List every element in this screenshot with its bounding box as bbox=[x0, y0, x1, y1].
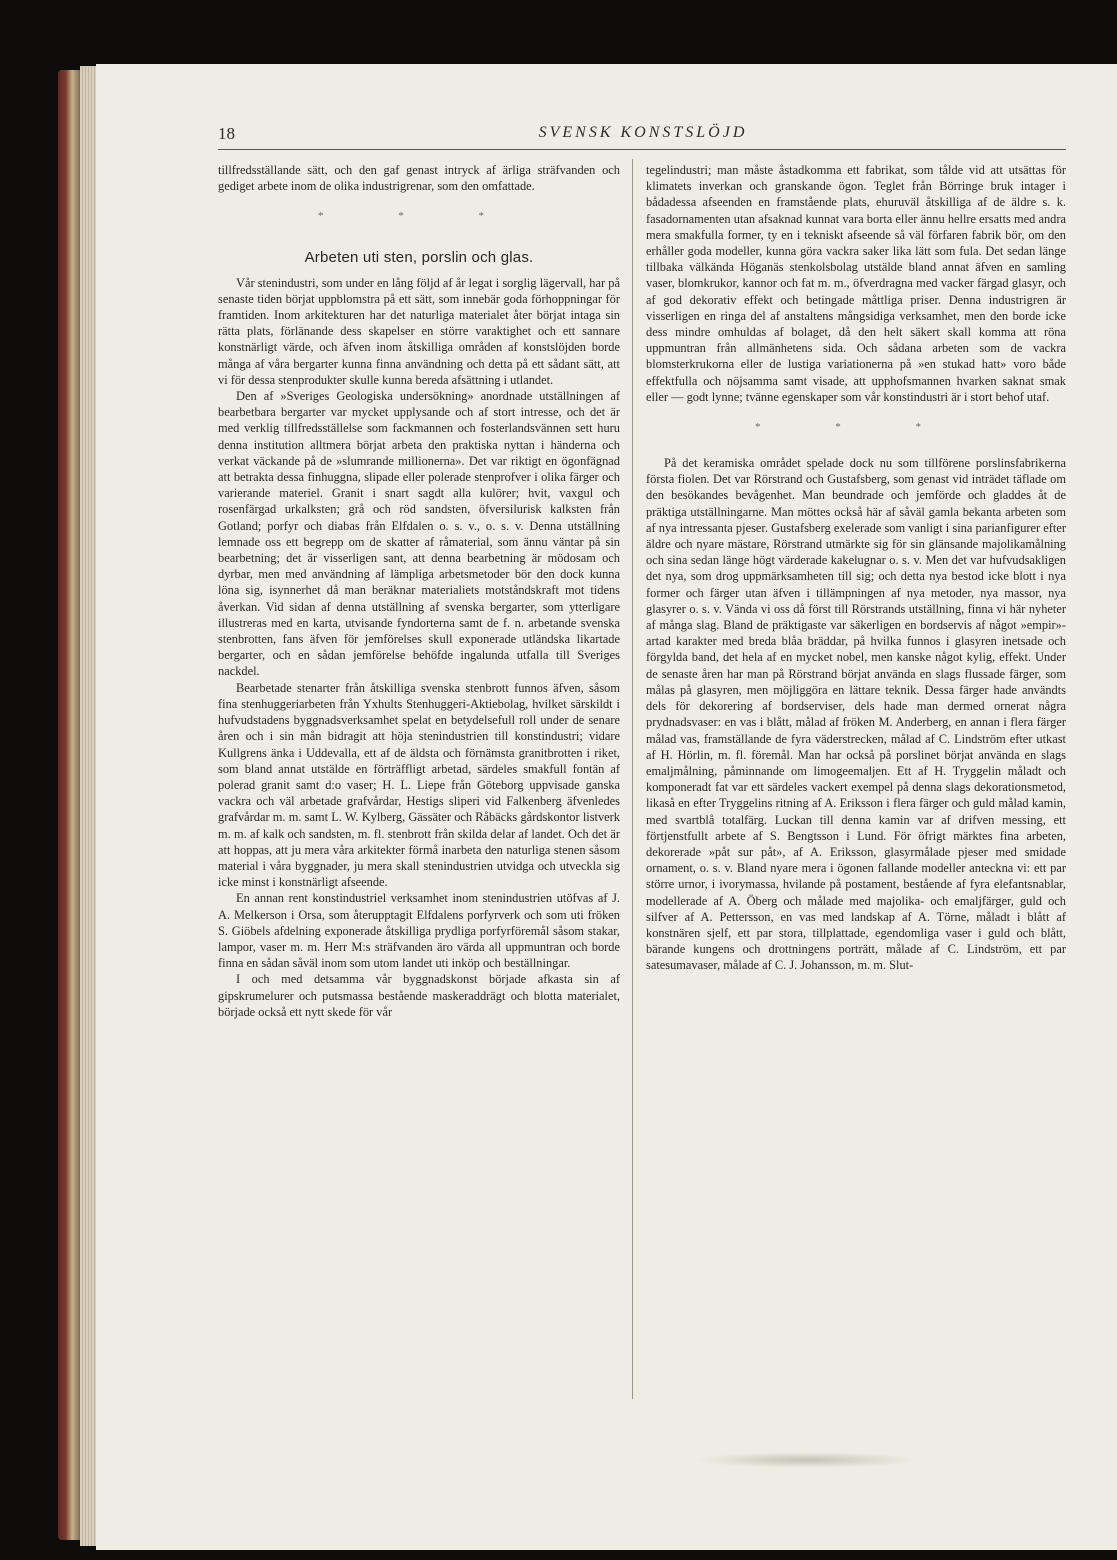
book-page bbox=[96, 64, 1117, 1550]
intro-paragraph: tillfredsställande sätt, och den gaf genast intryck af ärliga sträfvanden och gediget arbete inom de olika industrigrenar, som den omfattade. bbox=[218, 163, 620, 194]
header-rule bbox=[218, 149, 1066, 150]
running-title: SVENSK KONSTSLÖJD bbox=[538, 124, 748, 141]
page-smudge bbox=[696, 1452, 916, 1468]
left-column bbox=[218, 162, 620, 1020]
section-heading: Arbeten uti sten, porslin och glas. bbox=[304, 249, 534, 267]
column-divider bbox=[632, 159, 633, 1399]
paragraph: En annan rent konstindustriel verksamhet inom stenindustrien utöfvas af J. A. Melkerson i Orsa, som återupptagit Elfdalens porfyrverk och som uti fröken S. Giöbels afdelning exponerade åtskilliga prydliga porfyrföremål såsom stakar, lampor, vaser m. m. Herr M:s sträfvanden äro värda all uppmuntran och borde finna en sådan såväl inom som utom landet uti inköp och beställningar. bbox=[218, 891, 620, 971]
section-stars: * * * bbox=[755, 421, 957, 434]
paragraph: På det keramiska området spelade dock nu som tillförene porslinsfabrikerna första fiolen. Det var Rörstrand och Gustafsberg, som genast vid inträdet täflade om den besökandes bevågenhet. Man beundrade och jemförde och gladdes åt de präktiga utställningarne. Man möttes också här af såväl gamla bekanta arbeten som af nya intressanta pjeser. Gustafsberg exelerade som vanligt i sina parianfigurer efter äldre och nyare mästare, Rörstrand utmärkte sig för sin glänsande majolikamålning och sina sedan länge högt värderade kakelugnar o. s. v. Men det var hufvudsakligen det nya, som drog uppmärksamheten till sig; och detta nya bestod icke blott i nya former och färger utan äfven i tillämpningen af nya metoder, nya massor, nya glasyrer o. s. v. Vända vi oss då först till Rörstrands utställning, finna vi här nyheter af många slag. Bland de präktigaste var säkerligen en bordservis af något »empir»-artad karakter med breda blåa bräddar, på hvilka funnos i glasyren inetsade och förgylda band, det hela af en mycket nobel, men kanske något kylig, effekt. Under de senaste åren har man på Rörstrand börjat använda en slags flussade färger, som målas på glasyren, men möjliggöra en lättare teknik. Dessa färger hade användts dels för dekorering af bordserviser, dels hade man dermed ornerat några prydnadsvaser: en vas i blått, målad af fröken M. Anderberg, en annan i flera färger målad vas, framställande de fyra väderstrecken, målad af C. Lindström efter utkast af H. Hörlin, m. fl. föremål. Man har också på porslinet börjat använda en slags emaljmålning, påminnande om limogeemaljen. Ett af H. Tryggelin måladt och komponeradt fat var ett särdeles vackert exempel på denna slags dekorationsmetod, likaså en efter Tryggelins ritning af A. Eriksson i flera färger och guld målad kamin, med svartblå totalfärg. Luckan till denna kamin var af drifven messing, ett förtjenstfullt arbete af S. Bengtsson i Lund. För öfrigt märktes fina arbeten, dekorerade »påt sur påt», af A. Eriksson, glasyrmålade pjeser med smidade ornament, o. s. v. Bland nyare mera i ögonen fallande modeller anteckna vi: ett par större urnor, i ivorymassa, hvilande på postament, bestående af fyra elefantsnablar, modellerade af A. Öberg och målade med majolika- och emaljfärger, guld och silfver af A. Pettersson, en vas med landskap af A. Törne, måladt i blått af konstnären sjelf, ett par stora, tillplattade, egendomliga vaser i guld och blått, bärande kungens och drottningens porträtt, målade af C. Lindström, ett par satesumavaser, målade af C. J. Johansson, m. m. Slut- bbox=[646, 456, 1066, 973]
right-column bbox=[646, 162, 1066, 974]
section-stars: * * * bbox=[318, 210, 520, 223]
paragraph: tegelindustri; man måste åstadkomma ett fabrikat, som tålde vid att utsättas för klimatets inverkan och granskande ögon. Teglet från Börringe bruk intager i bådadessa afseenden en framstående plats, ehuruväl åtskilliga af de äldre s. k. fasadornamenten utan afsaknad kunnat vara borta eller ännu hellre ersatts med andra mera smakfulla former, ty en i tekniskt afseende så väl förfaren fabrik bör, om den erhåller goda modeller, kunna göra vackra saker lika lätt som fula. Det sedan länge tillbaka välkända Höganäs stenkolsbolag utstälde bland annat äfven en samling vaser, blomkrukor, kannor och fat m. m., öfverdragna med vacker färgad glasyr, och af god dekorativ effekt och betingade måttliga priser. Denna industrigren är visserligen en ringa del af anstaltens mångsidiga verksamhet, men den borde icke dess mindre omhuldas af bolaget, då den helt säkert skall komma att röna uppmuntran från allmänhetens sida. Och sådana arbeten som de vackra blomsterkrukorna eller de lustiga variationerna på »en stukad hatt» voro både effektfulla och nöjsamma samt visade, att upphofsmannen hvarken saknat smak eller — godt lynne; tvänne egenskaper som vår konstindustri är i stort behof utaf. bbox=[646, 163, 1066, 404]
page-header bbox=[218, 124, 1068, 146]
paragraph: Vår stenindustri, som under en lång följd af år legat i sorglig lägervall, har på senaste tiden börjat uppblomstra på ett sätt, som innebär goda förhoppningar för framtiden. Inom arkitekturen har det naturliga materialet åter börjat intaga sin rätta plats, förlänande dess skapelser en större varaktighet och ett sannare konstnärligt värde, och äfven inom åtskilliga områden af konstslöjden borde många af våra bergarter kunna finna användning och detta på ett sådant sätt, att vi för dessa stenprodukter skulle kunna bereda afsättning i utlandet. bbox=[218, 275, 620, 387]
paragraph: Bearbetade stenarter från åtskilliga svenska stenbrott funnos äfven, såsom fina stenhuggeriarbeten från Yxhults Stenhuggeri-Aktiebolag, hvilket särskildt i hufvudstadens byggnadsverksamhet spelat en betydelsefull roll under de senare åren och i sin mån bidragit att höja stenindustrien till konstindustri; vidare Kullgrens änka i Uddevalla, ett af de äldsta och förnämsta granitbrotten i riket, som bland annat utstälde en förträffligt arbetad, särdeles smakfull fontän af polerad granit samt d:o vaser; H. L. Liepe från Göteborg uppvisade ganska vackra och väl arbetade grafvårdar, Hestigs sliperi vid Falkenberg äfvenledes grafvårdar m. m. samt L. W. Kylberg, Gässäter och Råbäcks gårdskontor listverk m. m. af kalk och sandsten, m. fl. stenbrott från skilda delar af landet. Och det är att hoppas, att ju mera våra arkitekter förmå inarbeta den naturliga stenen såsom material i våra byggnader, ju mera skall stenindustrien utvidga och utveckla sig icke minst i konstnärligt afseende. bbox=[218, 680, 620, 890]
page-number: 18 bbox=[218, 124, 235, 143]
paragraph: I och med detsamma vår byggnadskonst började afkasta sin af gipskrumelurer och putsmassa bestående maskeraddrägt och blotta materialet, började också ett nytt skede för vår bbox=[218, 972, 620, 1019]
paragraph: Den af »Sveriges Geologiska undersökning» anordnade utställningen af bearbetbara bergarter var mycket upplysande och af stort intresse, och det är med verklig tillfredsställelse som fackmannen och fosterlandsvännen sett huru denna institution alltmera börjat arbeta den praktiska nyttan i händerna och verkat väckande på de »slumrande millionerna». Det var riktigt en ögonfägnad att betrakta dessa finhuggna, slipade eller polerade stenprofver i olika färger och varierande materiel. Granit i snart sagdt alla kulörer; hvit, vaxgul och rosenfärgad urkalksten; grå och röd sandsten, öfversilurisk kalksten från Gotland; porfyr och diabas från Elfdalen o. s. v., o. s. v. Denna utställning lemnade oss ett begrepp om de skatter af råmaterial, som ännu väntar på sin bearbetning; det är visserligen sant, att denna bearbetning är mödosam och dyrbar, men med användning af lämpliga arbetsmetoder bör den dock kunna löna sig, isynnerhet då man beräknar materialiets motståndskraft mot tidens åverkan. Vid sidan af denna utställning af svenska bergarter, som ytterligare illustreras med en karta, utvisande fyndorterna samt de f. n. arbetande svenska stenbrotten, fans äfven för jemförelses skull exponerade utländska likartade bergarter, och en sådan jemförelse behöfde ingalunda utfalla till Sveriges nackdel. bbox=[218, 389, 620, 679]
